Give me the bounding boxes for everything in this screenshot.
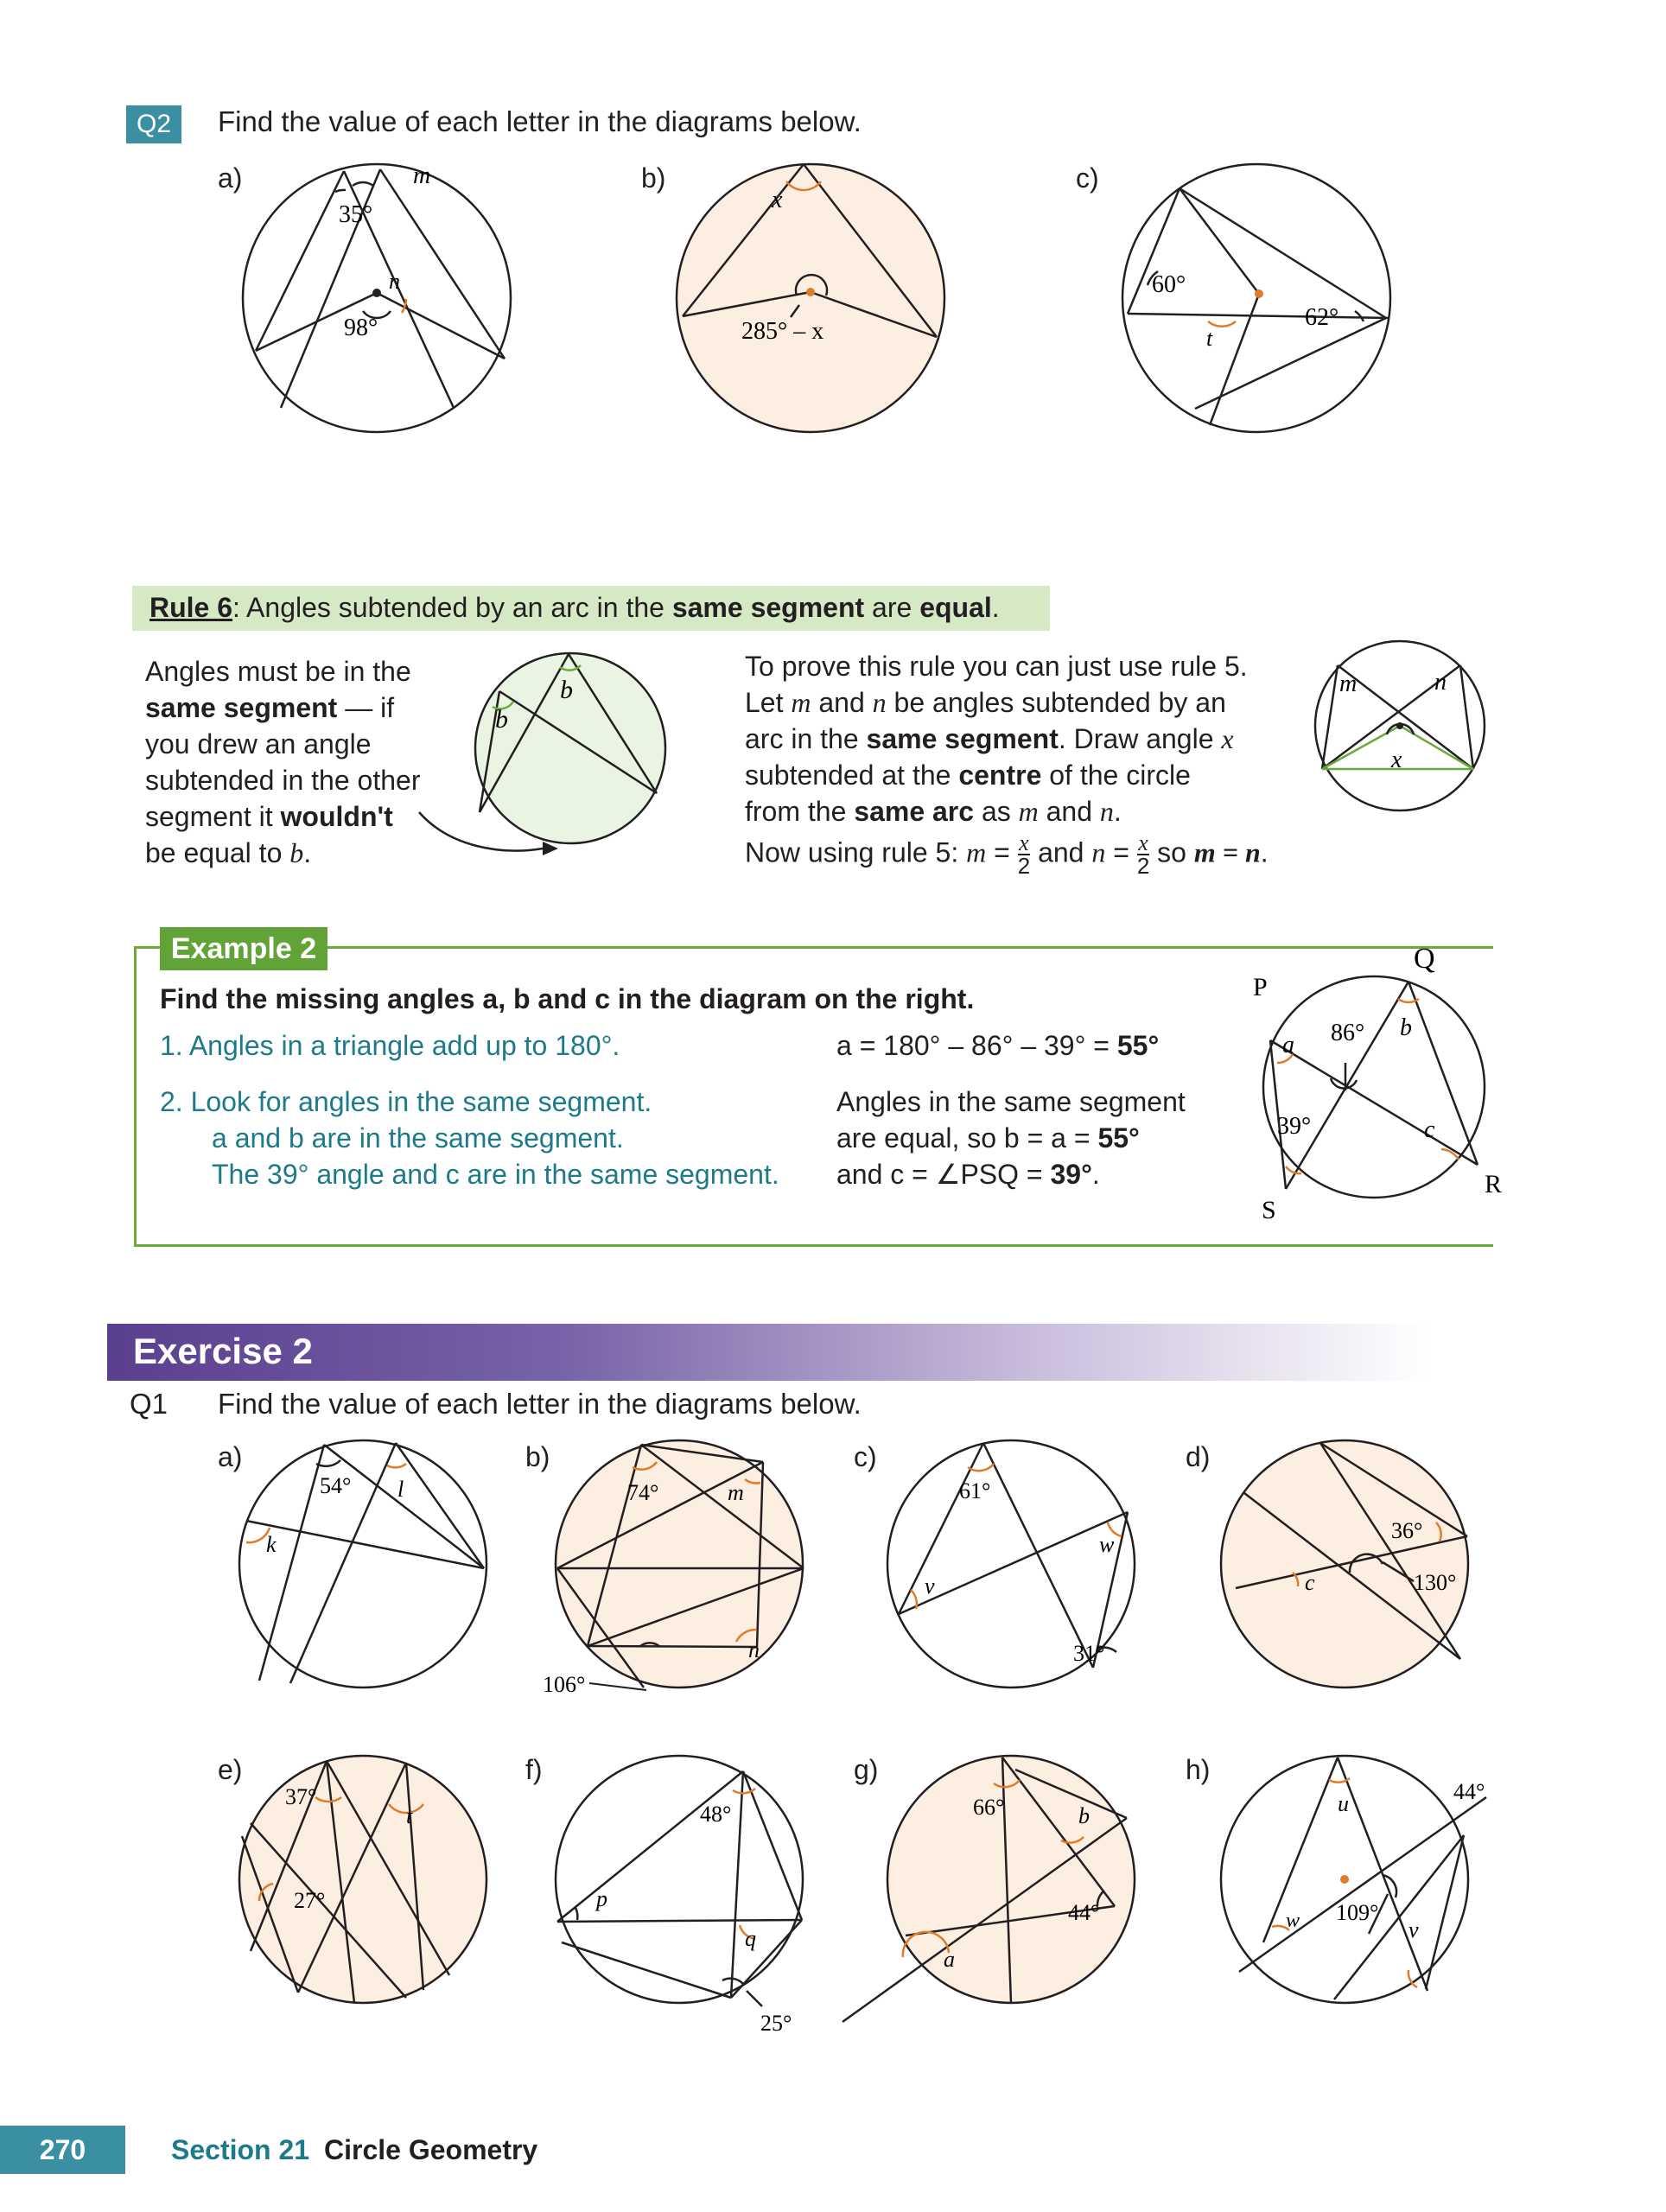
ex2f-p: p <box>596 1886 607 1911</box>
rule6-left-l2-bold: same segment <box>145 692 338 723</box>
r6-l5n: n <box>1099 796 1114 827</box>
ex2e-label: e) <box>218 1754 243 1785</box>
rule6-bold-a: same segment <box>671 592 865 623</box>
r6-l6eq2: = <box>1105 836 1137 868</box>
r6-frac2-den: 2 <box>1136 853 1150 879</box>
rule6-text-b: are <box>864 592 920 623</box>
ex2f-48: 48° <box>700 1802 732 1827</box>
ex2g-b: b <box>1078 1803 1090 1828</box>
ex-ans-l3c: . <box>1091 1159 1100 1190</box>
rule6-box <box>132 586 1050 631</box>
ex-diag-P: P <box>1253 973 1268 1001</box>
ex2h-diagram <box>1221 1756 1486 2003</box>
ex-diag-39: 39° <box>1277 1113 1312 1140</box>
ex2a-k: k <box>266 1532 277 1557</box>
ex2b-diagram <box>556 1440 804 1688</box>
r6-l3-bold: same segment <box>866 723 1059 754</box>
ex2d-label: d) <box>1186 1441 1211 1472</box>
rule6-left-l4: subtended in the other <box>145 765 421 796</box>
rule6-left-l6-var: b <box>289 837 304 868</box>
rule6-prefix: Rule 6 <box>149 592 233 623</box>
r6-l6and: and <box>1030 836 1092 868</box>
ex-diag-R: R <box>1485 1170 1503 1198</box>
r6-l2n: n <box>872 687 887 718</box>
ex2b-label: b) <box>525 1441 550 1472</box>
ex2d-130: 130° <box>1414 1570 1457 1595</box>
ex-step2-l1: 2. Look for angles in the same segment. <box>160 1086 652 1117</box>
rule6-left-l3: you drew an angle <box>145 728 372 760</box>
q2c-t: t <box>1206 326 1213 351</box>
r6-l6a: Now using rule 5: <box>745 836 967 868</box>
q2c-60: 60° <box>1152 271 1186 298</box>
ex-step2-l2: a and b are in the same segment. <box>212 1122 624 1154</box>
exercise-title: Exercise 2 <box>133 1331 313 1371</box>
ex2f-25: 25° <box>760 2011 792 2036</box>
r6-frac2-num: x <box>1138 830 1148 855</box>
footer-title: Circle Geometry <box>324 2134 538 2165</box>
r6-l5m: m <box>1018 796 1039 827</box>
q2c-62: 62° <box>1305 304 1339 331</box>
rule6-left-l5a: segment it <box>145 801 281 832</box>
r6-l3b: . Draw angle <box>1058 723 1222 754</box>
r6-l5b: as <box>974 796 1019 827</box>
q2-diagrams <box>0 0 1666 605</box>
ex-ans-l2a: are equal, so b = a = <box>836 1122 1098 1154</box>
r6-l4b: of the circle <box>1041 760 1191 791</box>
r6-frac1-den: 2 <box>1017 853 1031 879</box>
ex2g-44: 44° <box>1068 1900 1100 1925</box>
r6-l4-bold: centre <box>958 760 1042 791</box>
example-step1-calc <box>836 1030 1159 1062</box>
r6-l6-result: m = n <box>1193 836 1261 868</box>
ex2b-m: m <box>728 1480 744 1505</box>
ex2e-t: t <box>406 1803 413 1828</box>
example-step2 <box>160 1084 779 1192</box>
q2a-centre-dot <box>372 289 381 297</box>
ex2h-label: h) <box>1186 1754 1211 1785</box>
ex-ans-l1: Angles in the same segment <box>836 1086 1186 1117</box>
ex2c-v: v <box>925 1573 935 1599</box>
r6-frac1 <box>1017 830 1031 879</box>
ex2g-66: 66° <box>973 1795 1005 1820</box>
r6-l6end: . <box>1260 836 1269 868</box>
r6-l3x: x <box>1221 723 1234 754</box>
ex-calc-b: 55° <box>1116 1030 1160 1061</box>
exercise-header <box>107 1324 1429 1381</box>
r6-l2m: m <box>791 687 811 718</box>
ex-ans-l3a: and c = ∠PSQ = <box>836 1159 1051 1190</box>
exercise-q1-prompt: Find the value of each letter in the diagrams below. <box>218 1388 862 1420</box>
rule6-left-l6-end: . <box>303 837 312 868</box>
rule6-diag-x: x <box>1391 747 1402 773</box>
ex2h-u: u <box>1338 1791 1349 1816</box>
example-answer <box>836 1084 1186 1192</box>
rule6-diag-n: n <box>1434 669 1447 696</box>
ex2h-v: v <box>1408 1917 1419 1942</box>
r6-l2b: and <box>811 687 873 718</box>
q2b-expr: 285° – x <box>741 318 824 345</box>
ex2b-106: 106° <box>543 1672 586 1697</box>
ex2a-label: a) <box>218 1441 243 1472</box>
rule6-left-l6a: be equal to <box>145 837 290 868</box>
r6-frac1-num: x <box>1019 830 1029 855</box>
ex-diag-c: c <box>1424 1116 1435 1143</box>
ex2h-44: 44° <box>1453 1779 1485 1804</box>
q2b-x: x <box>772 187 783 213</box>
question-badge: Q2 <box>126 105 181 143</box>
ex2c-31: 31° <box>1073 1641 1105 1666</box>
r6-l6so: so <box>1149 836 1194 868</box>
ex-diag-Q: Q <box>1414 943 1435 975</box>
r6-l3a: arc in the <box>745 723 867 754</box>
ex2h-w: w <box>1286 1910 1300 1932</box>
rule6-bold-b: equal <box>919 592 992 623</box>
r6-l5a: from the <box>745 796 855 827</box>
q2a-98: 98° <box>344 315 378 341</box>
rule6-left-l1: Angles must be in the <box>145 656 411 687</box>
ex2d-36: 36° <box>1391 1518 1423 1543</box>
ex-step2-l3: The 39° angle and c are in the same segment. <box>212 1159 779 1190</box>
ex-diag-S: S <box>1262 1196 1276 1224</box>
ex2h-109: 109° <box>1336 1900 1379 1925</box>
ex2c-61: 61° <box>959 1478 991 1503</box>
example-step1: 1. Angles in a triangle add up to 180°. <box>160 1030 620 1061</box>
ex2b-74: 74° <box>627 1480 659 1505</box>
ex2a-diagram <box>239 1440 486 1688</box>
exercise-q1-label: Q1 <box>130 1388 169 1420</box>
ex2c-w: w <box>1099 1532 1115 1557</box>
example-label: Example 2 <box>160 927 327 970</box>
ex-diag-b: b <box>1400 1014 1412 1041</box>
r6-l5d: . <box>1113 796 1122 827</box>
r6-l2a: Let <box>745 687 792 718</box>
q2a-n: n <box>389 269 400 294</box>
ex2f-label: f) <box>525 1754 543 1785</box>
q2-prompt: Find the value of each letter in the diagrams below. <box>218 105 862 137</box>
r6-l2c: be angles subtended by an <box>886 687 1226 718</box>
ex-diag-86: 86° <box>1331 1020 1365 1046</box>
ex2a-l: l <box>397 1477 404 1502</box>
ex2c-label: c) <box>854 1441 877 1472</box>
q2b-label: b) <box>641 162 666 194</box>
rule6-left-diagram <box>419 653 665 855</box>
exercise-diagrams <box>0 1417 1666 2091</box>
ex2e-27: 27° <box>294 1888 326 1913</box>
rule6-text-a: : Angles subtended by an arc in the <box>232 592 672 623</box>
r6-l5-bold: same arc <box>854 796 975 827</box>
page-number: 270 <box>0 2126 125 2174</box>
rule6-diag-b2: b <box>495 705 508 734</box>
ex2g-label: g) <box>854 1754 879 1785</box>
r6-l6eq: = <box>986 836 1018 868</box>
r6-l6n: n <box>1091 836 1106 868</box>
rule6-right-text <box>745 648 1350 879</box>
r6-frac2 <box>1136 830 1150 879</box>
ex2e-diagram <box>239 1756 486 2003</box>
r6-l6m: m <box>966 836 987 868</box>
q2c-label: c) <box>1076 162 1099 194</box>
rule6-diag-b1: b <box>560 676 573 704</box>
ex-ans-l3b: 39° <box>1050 1159 1092 1190</box>
q2a-label: a) <box>218 162 243 194</box>
q2a-35: 35° <box>339 201 373 228</box>
q2c-diagram <box>1122 164 1390 432</box>
rule6-text-c: . <box>991 592 1000 623</box>
ex2f-diagram <box>556 1756 803 2006</box>
r6-l5c: and <box>1038 796 1100 827</box>
rule6-diag-m: m <box>1339 671 1358 697</box>
r6-l4a: subtended at the <box>745 760 959 791</box>
q2a-m: m <box>413 162 431 189</box>
ex-diag-a: a <box>1282 1032 1294 1058</box>
ex2e-37: 37° <box>285 1784 317 1809</box>
ex2a-54: 54° <box>320 1473 352 1498</box>
ex-ans-l2b: 55° <box>1097 1122 1140 1154</box>
rule6-right-l1: To prove this rule you can just use rule 5. <box>745 651 1248 682</box>
rule6-left-l2-rest: — if <box>337 692 395 723</box>
q2b-diagram <box>677 164 944 432</box>
footer-section: Section 21 <box>171 2134 310 2165</box>
example-question: Find the missing angles a, b and c in the diagram on the right. <box>160 983 975 1014</box>
rule6-left-l5-bold: wouldn't <box>280 801 393 832</box>
ex2d-diagram <box>1221 1440 1468 1688</box>
ex-calc-a: a = 180° – 86° – 39° = <box>836 1030 1117 1061</box>
ex2d-c: c <box>1305 1570 1315 1595</box>
q2a-diagram <box>243 164 511 432</box>
ex2b-n: n <box>748 1637 760 1662</box>
ex2g-a: a <box>944 1947 955 1972</box>
ex2f-q: q <box>745 1926 756 1951</box>
example-diagram <box>1210 933 1529 1227</box>
